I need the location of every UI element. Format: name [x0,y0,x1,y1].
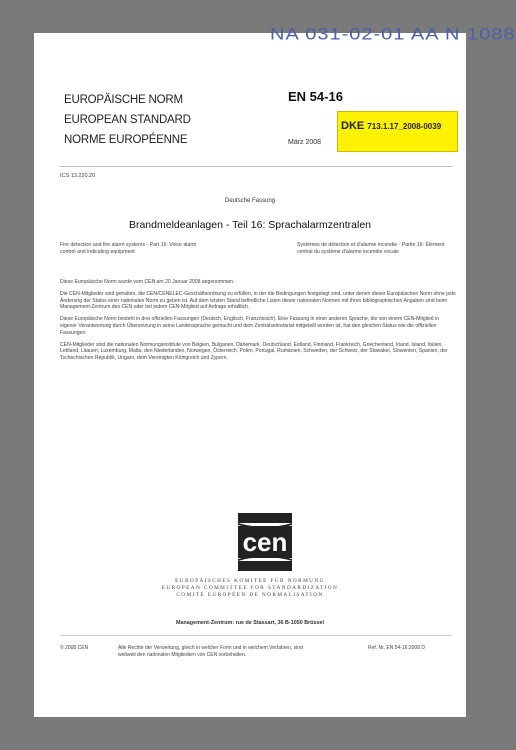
standard-number: EN 54-16 [288,89,343,104]
org-name-en: EUROPEAN STANDARD [64,114,191,126]
dke-label-sticker [337,111,458,152]
reference-number: Ref. Nr. EN 54-16:2008 D [368,645,425,651]
body-text [60,279,456,367]
paragraph: CEN-Mitglieder sind die nationalen Normungsinstitute von Belgien, Bulgarien, Dänemark, Deutschland, Estland, Finnland, Frankreich, Griechenland, Irland, Island, Italien, Lettland, Litauen, Luxemburg, Malta, den Niederlanden, Norwegen, Österreich, Polen, Portugal, Rumänien, Schweden, der Schweiz, der Slowakei, Slowenien, Spanien, der Tschechischen Republik, Ungarn, dem Vereinigten Königreich und Zypern. [60,341,448,362]
paragraph: Die CEN-Mitglieder sind gehalten, die CEN/CENELEC-Geschäftsordnung zu erfüllen, in der die Bedingungen festgelegt sind, unter denen dieser Europäischen Norm ohne jede Änderung der Status einer nationalen Norm zu geben ist. Auf dem letzten Stand befindliche Listen dieser nationalen Normen mit ihren bibliographischen Angaben sind beim Management-Zentrum des CEN oder bei jedem CEN-Mitglied auf Anfrage erhältlich. [60,290,456,311]
document-title: Brandmeldeanlagen - Teil 16: Sprachalarmzentralen [128,219,372,231]
management-address: Management-Zentrum: rue de Stassart, 36 B-1050 Brüssel [176,620,324,626]
copyright-notice: © 2008 CEN [60,645,89,651]
cen-logo [234,513,296,571]
title-english: Fire detection and fire alarm systems - Part 16: Voice alarm control and indicating equipment [60,242,197,255]
version-label: Deutsche Fassung [224,198,276,204]
cen-logo-text: cen [242,527,288,557]
committee-name-fr: COMITÉ EUROPÉEN DE NORMALISATION [176,592,324,598]
dke-label: DKE [341,120,365,132]
paragraph: Diese Europäische Norm wurde vom CEN am 20 Januar 2008 angenommen. [60,279,235,285]
paragraph: Diese Europäische Norm besteht in drei offiziellen Fassungen (Deutsch, Englisch, Französisch). Eine Fassung in einer anderen Sprache, die von einem CEN-Mitglied in eigener Verantwortung durch Übersetzung in seine Landessprache gemacht und dem Zentralsekretariat mitgeteilt worden ist, hat den gleichen Status wie die offiziellen Fassungen. [60,316,440,336]
committee-name-en: EUROPEAN COMMITTEE FOR STANDARDIZATION [161,585,339,591]
committee-name-de: EUROPÄISCHES KOMITEE FÜR NORMUNG [175,578,325,584]
dke-number: 713.1.17_2008-0039 [367,122,442,131]
registration-stamp: NA 031-02-01 AA N 1088 [270,25,516,44]
publication-date: März 2008 [288,139,322,146]
committee-names [34,578,466,599]
org-name-fr: NORME EUROPÉENNE [64,134,188,146]
document-page [34,25,516,717]
footer-divider [60,635,452,636]
header-divider [60,166,452,167]
org-name-de: EUROPÄISCHE NORM [64,94,183,106]
rights-statement: Alle Rechte der Verwertung, gleich in welcher Form und in welchem Verfahren, sind weltweit den nationalen Mitgliedern von CEN vorbehalten. [118,645,303,658]
ics-code: ICS 13.220.20 [60,173,96,179]
title-french: Systèmes de détection et d'alarme incendie - Partie 16: Élément central du système d'alarme incendie vocale [297,242,445,255]
organisation-names [64,90,191,150]
